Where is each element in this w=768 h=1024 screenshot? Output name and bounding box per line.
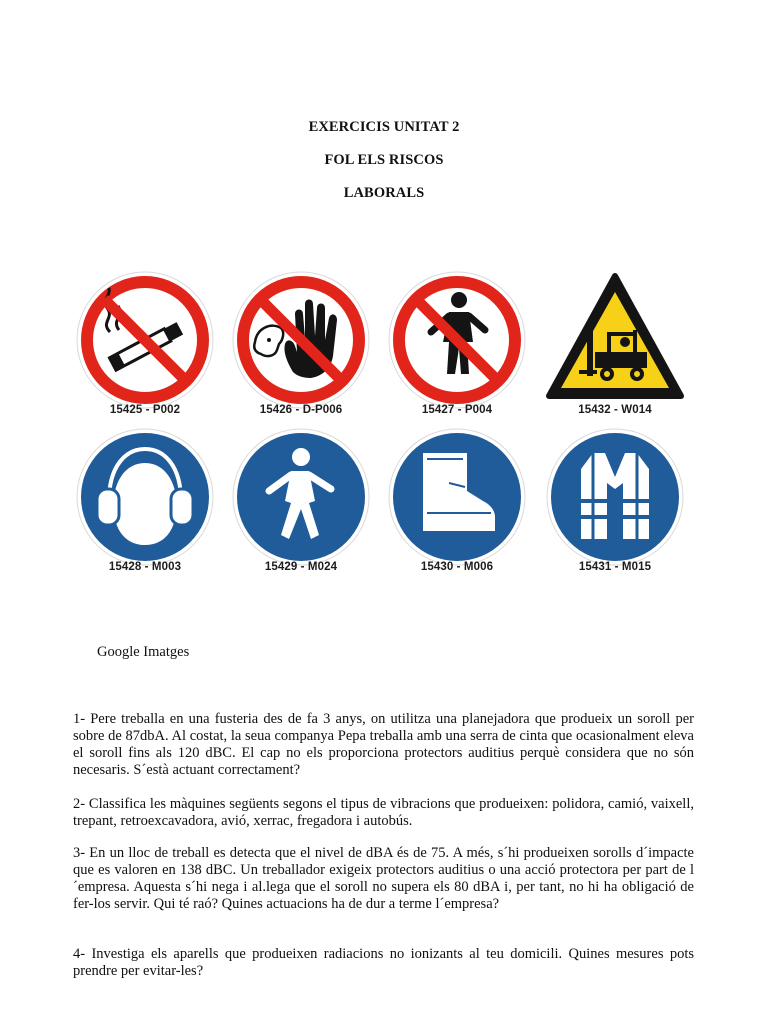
sign-no-smoking bbox=[75, 270, 215, 410]
sign-code: 15425 - P002 bbox=[109, 404, 181, 416]
question-4: 4- Investiga els aparells que produeixen radiacions no ionizants al teu domicili. Quines mesures pots prendre per evitar-les? bbox=[73, 946, 694, 979]
question-1: 1- Pere treballa en una fusteria des de fa 3 anys, on utilitza una planejadora que produeix un soroll per sobre de 87dbA. Al costat, la seua companya Pepa treballa amb una serra de cinta que ocasionalment eleva el soroll fins als 120 dBC. El cap no els proporciona protectors auditius perquè considera que no són necesaris. S´està actuant correctament? bbox=[73, 711, 694, 778]
question-3: 3- En un lloc de treball es detecta que el nivel de dBA és de 75. A més, s´hi produeixen sorolls d´impacte que es valoren en 138 dBC. Un treballador exigeix protectors auditius o una acció protectora per part de l´empresa. Aquesta s´hi nega i al.lega que el soroll no supera els 80 dBA i, per tant, no hi ha obligació de fer-los servir. Qui té raó? Quines actuacions ha de dur a terme l´empresa? bbox=[73, 845, 694, 912]
safety-boots-icon bbox=[387, 427, 527, 567]
ear-protection-icon bbox=[75, 427, 215, 567]
document-subtitle: FOL ELS RISCOS bbox=[324, 152, 444, 168]
pedestrian-route-icon bbox=[231, 427, 371, 567]
no-pedestrians-icon bbox=[387, 270, 527, 410]
document-title: EXERCICIS UNITAT 2 bbox=[308, 119, 460, 135]
sign-code: 15429 - M024 bbox=[264, 561, 338, 573]
sign-code: 15428 - M003 bbox=[108, 561, 182, 573]
image-source-caption: Google Imatges bbox=[97, 644, 190, 660]
no-smoking-icon bbox=[75, 270, 215, 410]
forklift-warning-icon bbox=[545, 270, 685, 410]
sign-safety-boots bbox=[387, 427, 527, 567]
sign-code: 15432 - W014 bbox=[578, 404, 652, 416]
sign-code: 15431 - M015 bbox=[578, 561, 652, 573]
sign-no-pedestrians bbox=[387, 270, 527, 410]
question-2: 2- Classifica les màquines següents segons el tipus de vibracions que produeixen: polidora, camió, vaixell, trepant, retroexcavadora, avió, xerrac, fregadora i autobús. bbox=[73, 796, 694, 829]
sign-hi-vis-vest bbox=[545, 427, 685, 567]
sign-forklift-warning bbox=[545, 270, 685, 410]
sign-ear-protection bbox=[75, 427, 215, 567]
sign-code: 15426 - D-P006 bbox=[259, 404, 343, 416]
document-subtitle-2: LABORALS bbox=[343, 185, 425, 201]
sign-code: 15430 - M006 bbox=[420, 561, 494, 573]
no-entry-hand-icon bbox=[231, 270, 371, 410]
sign-no-entry bbox=[231, 270, 371, 410]
sign-code: 15427 - P004 bbox=[421, 404, 493, 416]
sign-pedestrian-route bbox=[231, 427, 371, 567]
hi-vis-vest-icon bbox=[545, 427, 685, 567]
